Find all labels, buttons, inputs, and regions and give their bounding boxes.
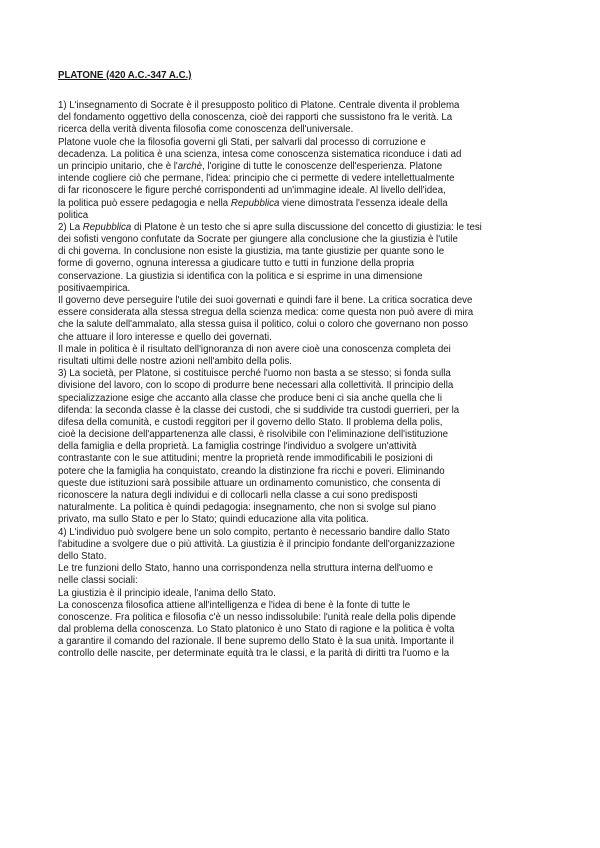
text-line: queste due istituzioni sarà possibile attuare un ordinamento comunistico, che consenta di [58,477,441,489]
text-line: 1) L'insegnamento di Socrate è il presupposto politico di Platone. Centrale diventa il problema [58,100,460,111]
text-line: politica [58,209,89,221]
text-line: di chi governa. In conclusione non esiste la giustizia, ma tante giustizie per quante sono le [58,246,445,258]
text-line: che la salute dell'ammalato, alla stessa guisa il politico, colui o coloro che governano non posso [58,319,469,331]
text-line: difesa della comunità, e custodi reggitori per il governo dello Stato. Il problema della polis, [58,416,443,428]
text-span: la politica può essere pedagogia e nella [58,197,231,209]
text-line: divisione del lavoro, con lo scopo di produrre bene necessari alla collettività. Il principio della [58,380,454,392]
text-line: ricerca della verità diventa filosofia come conoscenza dell'universale. [58,124,354,136]
text-span: viene dimostrata l'essenza ideale della [279,197,448,209]
document-body [58,100,568,661]
text-line: dello Stato. [58,550,107,562]
text-span: , l'origine di tutte le conoscenze dell'esperienza. Platone [202,160,443,172]
text-line: difenda: la seconda classe è la classe dei custodi, che si suddivide tra custodi guerrieri, per la [58,404,460,416]
text-line: essere considerata alla stessa stregua della scienza medica: come questa non può avere di mira [58,307,474,319]
text-line: nelle classi sociali: [58,575,138,587]
text-line: Platone vuole che la filosofia governi gli Stati, per salvarli dal processo di corruzione e [58,136,426,148]
text-line: a garantire il comando del razionale. Il bene supremo dello Stato è la sua unità. Importante il [58,636,454,648]
text-line: cioè la decisione dell'appartenenza alle classi, è risolvibile con l'eliminazione dell'istituzione [58,429,449,441]
text-line: La conoscenza filosofica attiene all'intelligenza e l'idea di bene è la fonte di tutte le [58,599,411,611]
text-line [58,222,568,234]
text-line: contrastante con le sue attitudini; mentre la proprietà rende immodificabili le posizioni di [58,453,433,465]
text-line: 4) L'individuo può svolgere bene un solo compito, pertanto è necessario bandire dallo Stato [58,526,450,538]
text-line: forme di governo, ognuna interessa a giudicare tutto e tutti in funzione della propria [58,258,414,270]
text-line: della famiglia e della proprietà. La famiglia costringe l'individuo a svolgere un'attività [58,441,417,453]
text-span: di Platone è un testo che si apre sulla discussione del concetto di giustizia: le tesi [131,221,482,233]
text-line: risultati ultimi delle nostre azioni nell'ambito della polis. [58,355,292,367]
text-line: conservazione. La giustizia si identifica con la politica e si esprime in una dimensione [58,270,423,282]
text-line: naturalmente. La politica è quindi pedagogia: insegnamento, che non si svolge sul piano [58,502,437,514]
text-line: 3) La società, per Platone, si costituisce perché l'uomo non basta a se stesso; si fonda sulla [58,368,451,380]
italic-text: Repubblica [230,197,280,209]
text-line: dei sofisti vengono confutate da Socrate per giungere alla conclusione che la giustizia è l'utile [58,234,458,246]
italic-text: Repubblica [82,221,132,233]
text-line: privato, ma sullo Stato e per lo Stato; quindi educazione alla vita politica. [58,514,369,526]
text-line: specializzazione esige che accanto alla classe che produce beni ci sia anche quella che li [58,392,442,404]
text-line: che attuare il loro interesse e quello dei governati. [58,331,272,343]
text-line: Il governo deve perseguire l'utile dei suoi governati e quindi fare il bene. La critica socratica deve [58,295,473,306]
text-span: 2) La [58,221,83,233]
document-page [58,70,568,661]
text-line: Le tre funzioni dello Stato, hanno una corrispondenza nella struttura interna dell'uomo e [58,563,434,575]
text-line: La giustizia è il principio ideale, l'anima dello Stato. [58,587,276,599]
text-line: dal problema della conoscenza. Lo Stato platonico è uno Stato di ragione e la politica è volta [58,624,455,636]
text-line: positivaempirica. [58,282,131,294]
text-line: riconoscere la natura degli individui e di collocarli nella classe a cui sono predisposti [58,490,418,501]
text-line: conoscenze. Fra politica e filosofia c'è un nesso indissolubile: l'unità reale della polis dipende [58,611,456,623]
text-span: un principio unitario, che è l' [58,160,178,172]
document-title: PLATONE (420 A.C.-347 A.C.) [58,70,192,81]
text-line: l'abitudine a svolgere due o più attività. La giustizia è il principio fondante dell'organizzazione [58,538,455,550]
text-line: controllo delle nascite, per determinate equità tra le classi, e la parità di diritti tra l'uomo e la [58,648,450,660]
text-line: intende cogliere ciò che permane, l'idea: principio che ci permette di vedere intellettualmente [58,173,455,185]
text-line [58,161,568,173]
text-line [58,198,568,210]
italic-text: archè [177,160,203,172]
text-line: potere che la famiglia ha conquistato, creando la distinzione fra ricchi e poveri. Eliminando [58,465,445,477]
text-line: Il male in politica è il risultato dell'ignoranza di non avere cioè una conoscenza completa dei [58,343,451,355]
text-line: decadenza. La politica è una scienza, intesa come conoscenza sistematica riconduce i dati ad [58,148,462,160]
text-line: di far riconoscere le figure perché corrispondenti ad un'immagine ideale. Al livello dell'idea, [58,185,446,197]
text-line: del fondamento oggettivo della conoscenza, cioè dei rapporti che sussistono fra le verità. La [58,112,453,124]
